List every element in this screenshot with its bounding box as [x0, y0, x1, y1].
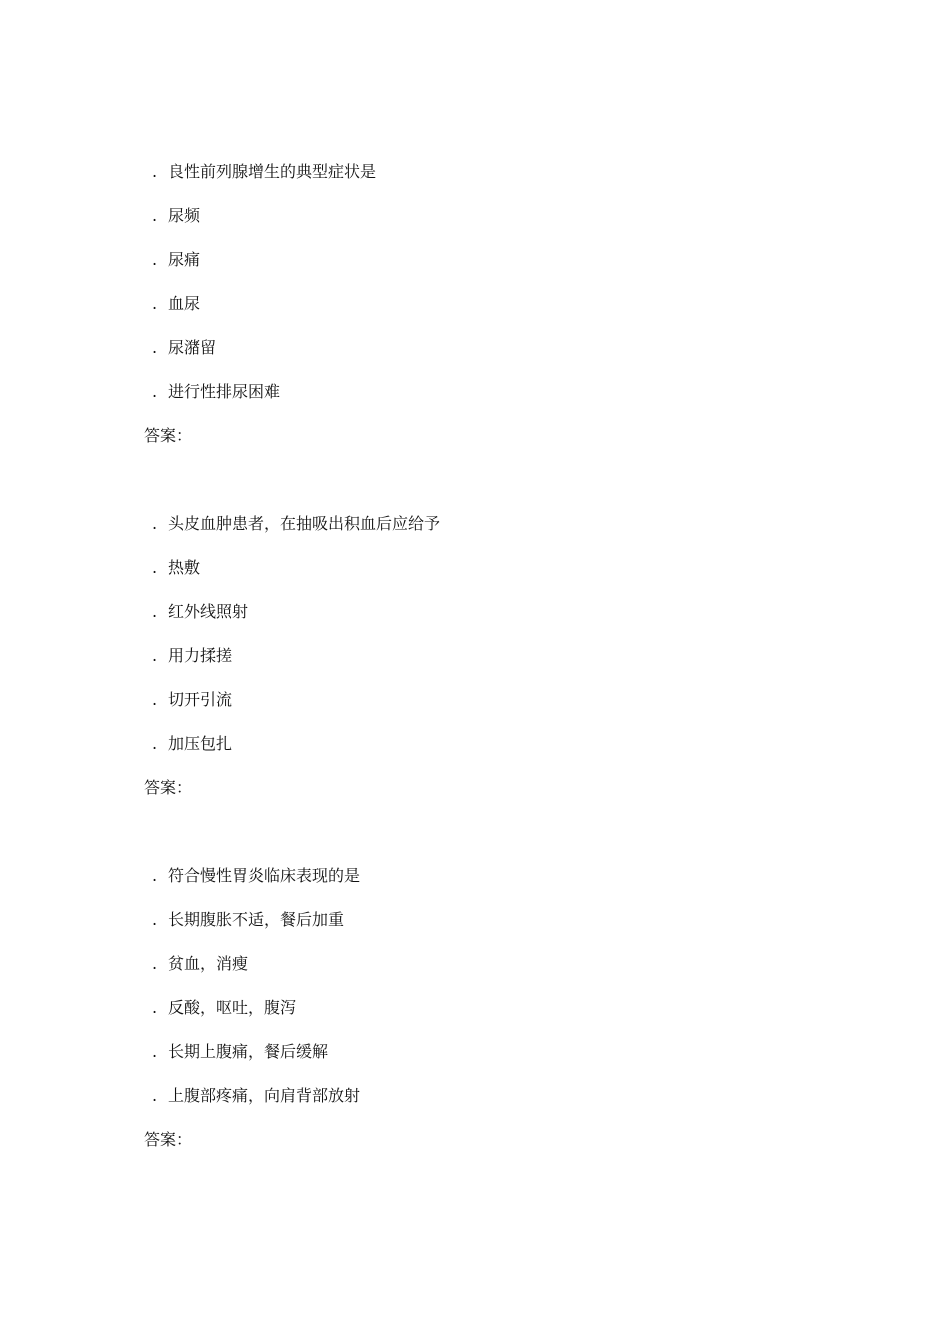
bullet-dot: .: [152, 998, 158, 1017]
bullet-dot: .: [152, 338, 158, 357]
bullet-dot: .: [152, 910, 158, 929]
bullet-dot: .: [152, 602, 158, 621]
bullet-dot: .: [152, 558, 158, 577]
bullet-dot: .: [152, 1086, 158, 1105]
option-text: 长期上腹痛，餐后缓解: [168, 1042, 329, 1061]
option-text: 尿痛: [168, 250, 201, 269]
bullet-dot: .: [152, 954, 158, 973]
option-text: 长期腹胀不适，餐后加重: [168, 910, 345, 929]
question-1-answer-label: 答案：: [144, 426, 193, 445]
bullet-dot: .: [152, 250, 158, 269]
bullet-dot: .: [152, 294, 158, 313]
question-2-answer-label: 答案：: [144, 778, 193, 797]
bullet-dot: .: [152, 206, 158, 225]
bullet-dot: .: [152, 646, 158, 665]
question-text: 符合慢性胃炎临床表现的是: [168, 866, 361, 885]
option-text: 贫血，消瘦: [168, 954, 249, 973]
bullet-dot: .: [152, 690, 158, 709]
question-3-answer-label: 答案：: [144, 1130, 193, 1149]
bullet-dot: .: [152, 866, 158, 885]
option-text: 切开引流: [168, 690, 233, 709]
option-text: 反酸，呕吐，腹泻: [168, 998, 297, 1017]
bullet-dot: .: [152, 162, 158, 181]
option-text: 加压包扎: [168, 734, 233, 753]
option-text: 热敷: [168, 558, 201, 577]
bullet-dot: .: [152, 1042, 158, 1061]
option-text: 尿频: [168, 206, 201, 225]
question-text: 良性前列腺增生的典型症状是: [168, 162, 377, 181]
question-text: 头皮血肿患者，在抽吸出积血后应给予: [168, 514, 441, 533]
option-text: 尿潴留: [168, 338, 217, 357]
option-text: 红外线照射: [168, 602, 249, 621]
bullet-dot: .: [152, 382, 158, 401]
option-text: 进行性排尿困难: [168, 382, 281, 401]
option-text: 血尿: [168, 294, 201, 313]
option-text: 用力揉搓: [168, 646, 233, 665]
bullet-dot: .: [152, 514, 158, 533]
bullet-dot: .: [152, 734, 158, 753]
option-text: 上腹部疼痛，向肩背部放射: [168, 1086, 361, 1105]
